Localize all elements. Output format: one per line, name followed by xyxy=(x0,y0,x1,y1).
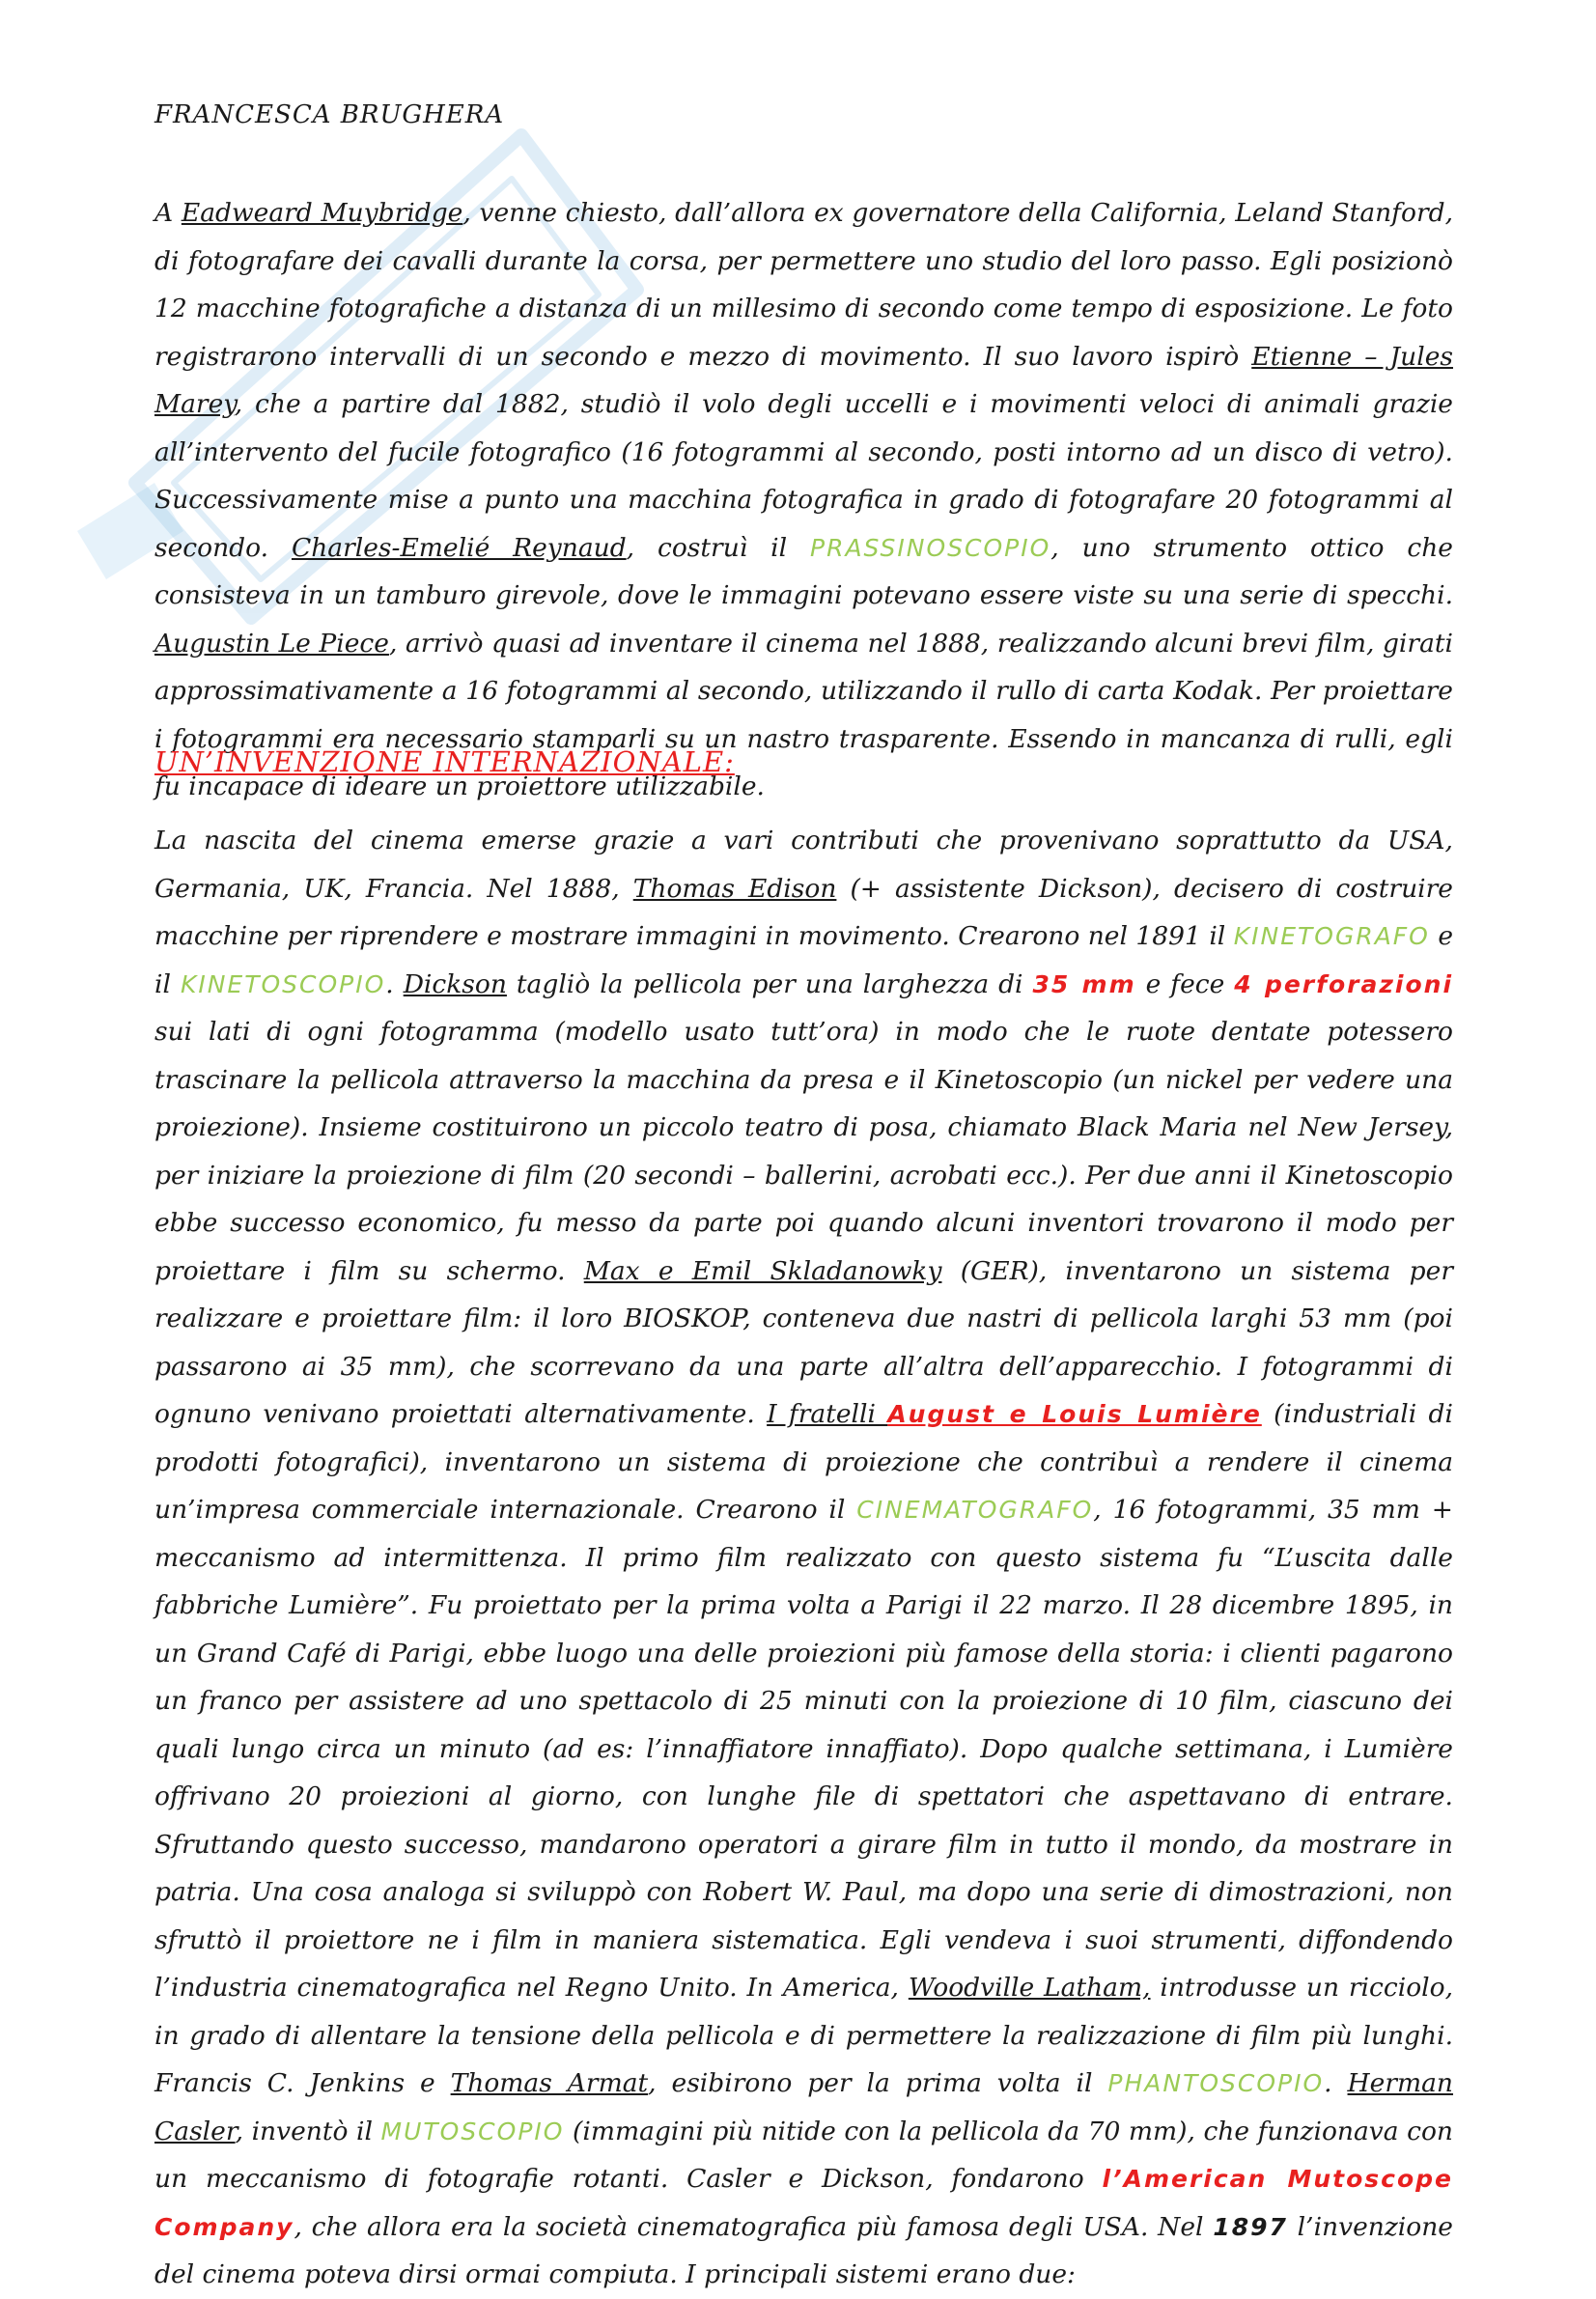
red-highlight: l’American Mutoscope Company xyxy=(154,2165,1453,2241)
text-run: , inventò il xyxy=(235,2116,381,2146)
text-run: (GER), inventarono un sistema per realizzare e proiettare film: il loro BIOSKOP, conteneva due nastri di pellicola larghi 53 mm (poi passarono ai 35 mm), che scorrevano da una parte all’altra dell’apparecchio. I fotogrammi di ognuno venivano proiettati alternativamente. xyxy=(154,1255,1454,1429)
underlined-name: Dickson xyxy=(403,968,507,999)
underlined-name: Etienne – Jules Marey xyxy=(154,341,1453,419)
underlined-name: Herman Casler xyxy=(154,2068,1454,2146)
text-run: La nascita del cinema emerse grazie a vari contributi che provenivano soprattutto da USA, Germania, UK, Francia. Nel 1888, xyxy=(154,826,1453,904)
text-run: l’invenzione del cinema poteva dirsi ormai compiuta. I principali sistemi erano due: xyxy=(154,2211,1453,2289)
device-name-highlight: KINETOGRAFO xyxy=(1233,922,1430,950)
device-name-highlight: KINETOSCOPIO xyxy=(180,969,386,998)
text-run: e fece xyxy=(1135,968,1235,999)
text-run: tagliò la pellicola per una larghezza di xyxy=(506,968,1033,999)
text-run: , venne chiesto, dall’allora ex governatore della California, Leland Stanford, di fotografare dei cavalli durante la corsa, per permettere uno studio del loro passo. Egli posizionò 12 macchine fotografiche a distanza di un millesimo di secondo come tempo di esposizione. Le foto registrarono intervalli di un secondo e mezzo di movimento. Il suo lavoro ispirò xyxy=(154,198,1453,372)
text-run: , costruì il xyxy=(626,532,810,563)
red-highlight: 35 mm xyxy=(1032,969,1136,998)
underlined-name: Max e Emil Skladanowky xyxy=(583,1255,942,1286)
text-run: A xyxy=(154,198,182,228)
paragraph-international-invention xyxy=(154,817,1453,2299)
underlined-name: I fratelli xyxy=(767,1399,888,1429)
text-run: , che a partire dal 1882, studiò il volo degli uccelli e i movimenti veloci di animali grazie all’intervento del fucile fotografico (16 fotogrammi al secondo, posti intorno ad un disco di vetro). Successivamente mise a punto una macchina fotografica in grado di fotografare 20 fotogrammi al secondo. xyxy=(154,389,1453,563)
text-run: . xyxy=(1324,2068,1348,2098)
text-run: e il xyxy=(154,921,1453,999)
underlined-name: Woodville Latham, xyxy=(908,1973,1151,2003)
underlined-name: Thomas Edison xyxy=(632,873,837,904)
text-run: , arrivò quasi ad inventare il cinema nel 1888, realizzando alcuni brevi film, girati approssimativamente a 16 fotogrammi al secondo, utilizzando il rullo di carta Kodak. Per proiettare i fotogrammi era necessario stamparli su un nastro trasparente. Essendo in mancanza di rulli, egli fu incapace di ideare un proiettore utilizzabile. xyxy=(154,628,1453,801)
text-run: . xyxy=(385,968,404,999)
red-highlight: 4 perforazioni xyxy=(1234,969,1454,998)
text-run: , 16 fotogrammi, 35 mm + meccanismo ad intermittenza. Il primo film realizzato con questo sistema fu “L’uscita dalle fabbriche Lumière”. Fu proiettato per la prima volta a Parigi il 22 marzo. Il 28 dicembre 1895, in un Grand Café di Parigi, ebbe luogo una delle proiezioni più famose della storia: i clienti pagarono un franco per assistere ad uno spettacolo di 25 minuti con la proiezione di 10 film, ciascuno dei quali lungo circa un minuto (ad es: l’innaffiatore innaffiato). Dopo qualche settimana, i Lumière offrivano 20 proiezioni al giorno, con lunghe file di spettatori che aspettavano di entrare. Sfruttando questo successo, mandarono operatori a girare film in tutto il mondo, da mostrare in patria. Una cosa analoga si sviluppò con Robert W. Paul, ma dopo una serie di dimostrazioni, non sfruttò il proiettore ne i film in maniera sistematica. Egli vendeva i suoi strumenti, diffondendo l’industria cinematografica nel Regno Unito. In America, xyxy=(154,1495,1453,2003)
text-run: , che allora era la società cinematografica più famosa degli USA. Nel xyxy=(294,2211,1214,2242)
device-name-highlight: MUTOSCOPIO xyxy=(380,2117,565,2145)
underlined-name: Thomas Armat xyxy=(450,2068,649,2098)
text-run: (industriali di prodotti fotografici), inventarono un sistema di proiezione che contribuì a rendere il cinema un’impresa commerciale internazionale. Crearono il xyxy=(154,1399,1453,1525)
author-name: FRANCESCA BRUGHERA xyxy=(154,100,505,129)
text-run: introdusse un ricciolo, in grado di allentare la tensione della pellicola e di permettere la realizzazione di film più lunghi. Francis C. Jenkins e xyxy=(154,1973,1454,2098)
underlined-name: Charles-Emelié Reynaud xyxy=(291,532,627,563)
text-run: , uno strumento ottico che consisteva in un tamburo girevole, dove le immagini potevano essere viste su una serie di specchi. xyxy=(154,532,1453,610)
bold-highlight: 1897 xyxy=(1213,2212,1288,2241)
paragraph-intro xyxy=(154,189,1453,811)
text-run: (+ assistente Dickson), decisero di costruire macchine per riprendere e mostrare immagini in movimento. Crearono nel 1891 il xyxy=(154,873,1453,951)
device-name-highlight: PHANTOSCOPIO xyxy=(1107,2069,1325,2097)
device-name-highlight: CINEMATOGRAFO xyxy=(856,1496,1094,1524)
underlined-name: Augustin Le Piece xyxy=(154,628,389,659)
text-run: , esibirono per la prima volta il xyxy=(648,2068,1108,2098)
section-heading: UN’INVENZIONE INTERNAZIONALE: xyxy=(154,745,735,778)
device-name-highlight: PRASSINOSCOPIO xyxy=(810,533,1051,562)
red-underlined-highlight: August e Louis Lumière xyxy=(887,1400,1262,1428)
text-run: (immagini più nitide con la pellicola da 70 mm), che funzionava con un meccanismo di fotografie rotanti. Casler e Dickson, fondarono xyxy=(154,2116,1453,2194)
underlined-name: Eadweard Muybridge xyxy=(181,198,463,228)
text-run: sui lati di ogni fotogramma (modello usato tutt’ora) in modo che le ruote dentate potessero trascinare la pellicola attraverso la macchina da presa e il Kinetoscopio (un nickel per vedere una proiezione). Insieme costituirono un piccolo teatro di posa, chiamato Black Maria nel New Jersey, per iniziare la proiezione di film (20 secondi – ballerini, acrobati ecc.). Per due anni il Kinetoscopio ebbe successo economico, fu messo da parte poi quando alcuni inventori trovarono il modo per proiettare i film su schermo. xyxy=(154,1017,1453,1286)
